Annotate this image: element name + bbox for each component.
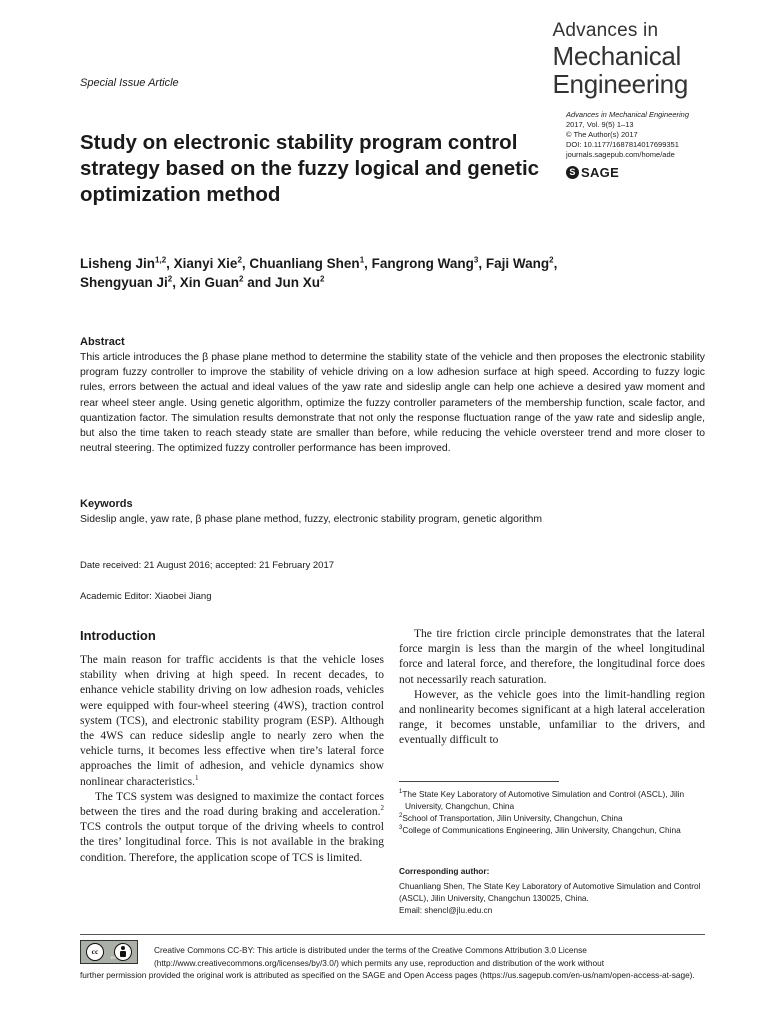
academic-editor: Academic Editor: Xiaobei Jiang [80, 591, 212, 602]
license-line-2: (http://www.creativecommons.org/licenses/by/3.0/) which permits any use, reproduction and distribution of the work without [154, 957, 605, 968]
intro-paragraph-4: However, as the vehicle goes into the limit-handling region and nonlinearity becomes significant at a high lateral acceleration range, it becomes unstable, unfamiliar to the drivers, and eventually difficult to [399, 688, 705, 747]
intro-paragraph-3: The tire friction circle principle demonstrates that the lateral force margin is less than the margin of the wheel longitudinal force and lateral force, and therefore, the longitudinal force does not necessarily reach saturation. [399, 628, 705, 686]
license-line-3: further permission provided the original work is attributed as specified on the SAGE and Open Access pages (https://us.sagepub.com/en-us/nam/open-access-at-sage). [80, 970, 695, 980]
author-name[interactable]: Shengyuan Ji [80, 275, 168, 290]
intro-paragraph-1: The main reason for traffic accidents is that the vehicle loses stability when driving at high speed. In recent decades, to enhance vehicle stability driving on low adhesion roads, vehicles were equipped with four-wheel steering (4WS), traction control system (TCS), and electronic stability program (ESP). Although the 4WS can reduce sideslip angle to nearly zero when the vehicle turns, it becomes less effective when tire’s lateral force approaches the limit of adhesion, and vehicle dynamics show nonlinear characteristics.$^1$ [80, 654, 384, 788]
author-list: Lisheng Jin$^{1,2}$, Xianyi Xie$^2$, Chuanliang Shen$^1$, Fangrong Wang$^3$, Faji Wang$^2$, Shengyuan Ji$^2$, Xin Guan$^2$ and Jun Xu$^2$ [80, 255, 558, 290]
author-name[interactable]: Faji Wang [485, 256, 550, 271]
affiliation-item: $^2$School of Transportation, Jilin University, Changchun, China [399, 813, 623, 823]
keywords-heading: Keywords [80, 498, 133, 510]
author-affiliation-mark: 3 [473, 255, 479, 265]
journal-name-line3: Engineering [552, 69, 688, 99]
author-name[interactable]: Chuanliang Shen [249, 256, 360, 271]
journal-name-line2: Mechanical [552, 41, 682, 71]
keywords-text: Sideslip angle, yaw rate, β phase plane method, fuzzy, electronic stability program, genetic algorithm [80, 514, 543, 525]
ref-1[interactable]: 1 [194, 773, 199, 782]
journal-name-line1: Advances in [552, 20, 659, 41]
article-title: Study on electronic stability program control strategy based on the fuzzy logical and genetic optimization method [80, 131, 540, 206]
sage-logo [566, 165, 619, 180]
author-name[interactable]: Lisheng Jin [80, 256, 156, 271]
author-affiliation-mark: 2 [549, 255, 554, 265]
author-affiliation-mark: 2 [239, 274, 244, 284]
affiliations [399, 788, 709, 836]
article-meta [566, 110, 716, 160]
author-affiliation-mark: 1,2 [155, 255, 167, 265]
dates-line: Date received: 21 August 2016; accepted: 21 February 2017 [80, 560, 335, 571]
meta-url[interactable]: journals.sagepub.com/home/ade [566, 150, 675, 159]
abstract-text: This article introduces the β phase plane method to determine the stability state of the vehicle and then proposes the electronic stability program fuzzy controller to improve the stability of vehicle driving on a low adhesion surface at high speed. According to fuzzy logic rules, errors between the actual and ideal values of the yaw rate and sideslip angle can help one achieve a desired yaw moment and rear wheel steer angle. Using genetic algorithm, optimize the fuzzy controller parameters of the membership function, scale factor, and quantization factor. The simulation results demonstrate that not only the response fluctuation range of the yaw rate and sideslip angle, but also the time taken to reach steady state are smaller than before, while reducing the vehicle oversteer trend and more closer to neutral steering. The optimized fuzzy controller performance has been improved. [80, 352, 705, 455]
cc-by-label: BY [111, 955, 117, 960]
affiliation-number: 1 [399, 789, 403, 796]
author-name[interactable]: Xin Guan [179, 275, 240, 290]
meta-doi[interactable]: DOI: 10.1177/1687814017699351 [566, 140, 679, 149]
sage-wordmark: SAGE [581, 165, 620, 180]
article-type: Special Issue Article [80, 77, 179, 89]
meta-copyright: © The Author(s) 2017 [566, 130, 638, 139]
affiliation-number: 3 [399, 825, 403, 832]
corresponding-address: Chuanliang Shen, The State Key Laboratory of Automotive Simulation and Control (ASCL), Jilin University, Changchun 130025, China. [399, 881, 701, 903]
intro-right-column [399, 627, 705, 749]
sage-circle-icon: S [566, 166, 579, 179]
meta-volume: 2017, Vol. 9(5) 1–13 [566, 120, 634, 129]
author-name[interactable]: Jun Xu [274, 275, 320, 290]
affiliation-item: $^3$College of Communications Engineering, Jilin University, Changchun, China [399, 825, 681, 835]
meta-journal: Advances in Mechanical Engineering [566, 110, 689, 119]
license-divider [80, 934, 705, 935]
cc-icon: cc [86, 943, 104, 961]
ref-2[interactable]: 2 [380, 804, 384, 813]
author-affiliation-mark: 1 [359, 255, 365, 265]
author-affiliation-mark: 2 [237, 255, 242, 265]
footnote-divider [399, 781, 559, 782]
author-name[interactable]: Xianyi Xie [173, 256, 238, 271]
license-line-1: Creative Commons CC-BY: This article is distributed under the terms of the Creative Commons Attribution 3.0 License [154, 945, 587, 955]
intro-left-column [80, 653, 384, 866]
abstract-heading: Abstract [80, 336, 125, 348]
author-affiliation-mark: 2 [167, 274, 173, 284]
journal-masthead [553, 20, 688, 98]
intro-paragraph-2: The TCS system was designed to maximize the contact forces between the tires and the road during braking and acceleration.$^2$ TCS controls the output torque of the driving wheels to control the tires’ longitudinal force. This is not available in the braking condition. Therefore, the application scope of TCS is limited. [80, 790, 384, 864]
affiliation-item: $^1$The State Key Laboratory of Automotive Simulation and Control (ASCL), Jilin University, Changchun, China [399, 789, 685, 811]
introduction-heading: Introduction [80, 628, 156, 643]
author-affiliation-mark: 2 [320, 274, 325, 284]
license-text [80, 944, 705, 982]
corresponding-heading: Corresponding author: [399, 866, 490, 876]
corresponding-author [399, 880, 709, 916]
corresponding-email[interactable]: Email: shencl@jlu.edu.cn [399, 905, 493, 915]
affiliation-number: 2 [399, 813, 403, 820]
author-name[interactable]: Fangrong Wang [371, 256, 474, 271]
